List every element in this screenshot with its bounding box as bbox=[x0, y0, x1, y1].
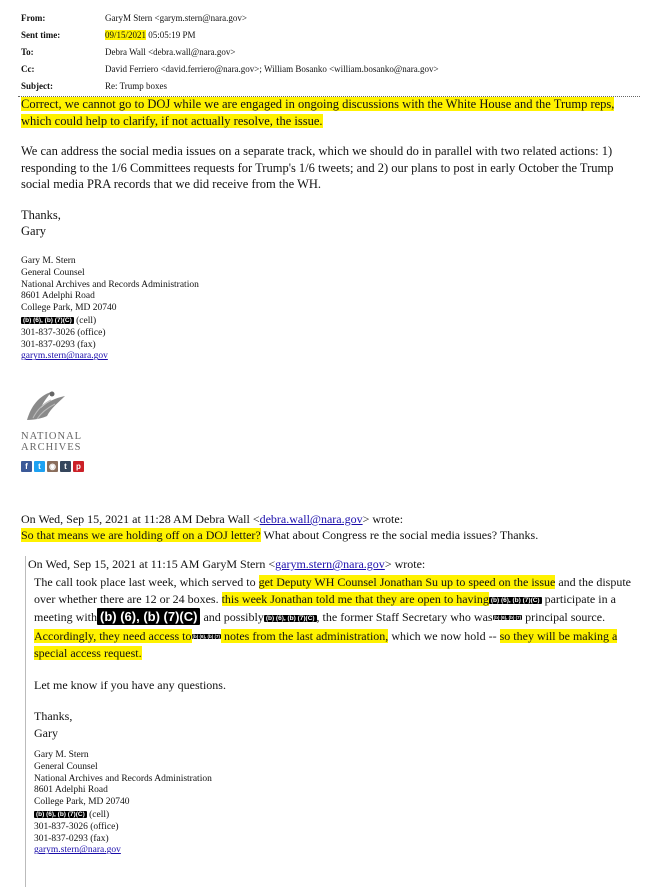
logo-line-2: ARCHIVES bbox=[21, 442, 82, 453]
logo-line-1: NATIONAL bbox=[21, 431, 83, 442]
eagle-icon bbox=[21, 386, 71, 426]
message-thanks: Thanks, bbox=[21, 207, 61, 222]
instagram-icon[interactable]: ◉ bbox=[47, 461, 58, 472]
message-paragraph-1: Correct, we cannot go to DOJ while we are engaged in ongoing discussions with the White House and the Trump reps, which could help to clarify, if not actually resolve, the issue. bbox=[21, 97, 615, 128]
redaction-box: (b) (6), (b) (7)(C) bbox=[265, 615, 315, 622]
sig-office: 301-837-3026 (office) bbox=[21, 327, 106, 338]
from-label: From: bbox=[21, 13, 46, 23]
sent-label: Sent time: bbox=[21, 30, 61, 40]
sig-addr1: 8601 Adelphi Road bbox=[21, 291, 95, 302]
redaction-box-small: (b) (6), (b) (7) bbox=[192, 633, 220, 639]
redaction-box: (b) (6), (b) (7)(C) bbox=[490, 596, 540, 604]
tumblr-icon[interactable]: t bbox=[60, 461, 71, 472]
cc-row bbox=[21, 61, 641, 78]
quote2-paragraph: The call took place last week, which served to get Deputy WH Counsel Jonathan Su up to speed on the issue and the dispute over whether there are 12 or 24 boxes. this week Jonathan told me that they are open to having (b) (6), (b) (7)(C) participate in a meeting with (b) (6), (b) (7)(C) and possibly (b) (6), (b) (7)(C) , the former Staff Secretary who was(b) (6), (b) (7) principal source. Accordingly, they need access to(b) (6), (b) (7) notes from the last administration, which we now hold -- so they will be making a special access request. bbox=[34, 575, 631, 660]
to-row bbox=[21, 44, 641, 61]
subject-row bbox=[21, 78, 641, 95]
subject-value: Re: Trump boxes bbox=[105, 81, 168, 91]
quote2-letme: Let me know if you have any questions. bbox=[34, 677, 226, 692]
redaction-box: (b) (6), (b) (7)(C) bbox=[36, 810, 85, 818]
redaction-box: (b) (6), (b) (7)(C) bbox=[23, 316, 72, 324]
redaction-box-small: (b) (6), (b) (7) bbox=[493, 615, 522, 620]
sent-date: 09/15/2021 bbox=[105, 30, 147, 40]
signature-block bbox=[21, 256, 199, 363]
cc-label: Cc: bbox=[21, 64, 35, 74]
sig-email-link[interactable]: garym.stern@nara.gov bbox=[21, 351, 108, 362]
sig-org: National Archives and Records Administration bbox=[21, 279, 199, 290]
quote1-text: What about Congress re the social media issues? Thanks. bbox=[260, 528, 539, 542]
sig-fax: 301-837-0293 (fax) bbox=[21, 339, 96, 350]
quote-bar bbox=[25, 556, 26, 887]
quoted-reply-1 bbox=[21, 511, 643, 543]
quoted-reply-2-intro: On Wed, Sep 15, 2021 at 11:15 AM GaryM Stern <garym.stern@nara.gov> wrote: bbox=[28, 557, 426, 571]
quote1-intro: On Wed, Sep 15, 2021 at 11:28 AM Debra Wall <debra.wall@nara.gov> wrote: bbox=[21, 512, 404, 526]
quote1-question: So that means we are holding off on a DOJ letter? bbox=[21, 528, 261, 542]
email-header bbox=[21, 10, 641, 95]
redaction-box-large: (b) (6), (b) (7)(C) bbox=[97, 608, 200, 625]
from-value: GaryM Stern <garym.stern@nara.gov> bbox=[105, 13, 247, 23]
facebook-icon[interactable]: f bbox=[21, 461, 32, 472]
sig-title: General Counsel bbox=[21, 267, 85, 278]
message-signoff: Gary bbox=[21, 224, 46, 238]
sig2-email-link[interactable]: garym.stern@nara.gov bbox=[34, 845, 121, 856]
quote2-email-link[interactable]: garym.stern@nara.gov bbox=[275, 557, 385, 571]
sent-row bbox=[21, 27, 641, 44]
cc-value: David Ferriero <david.ferriero@nara.gov>; William Bosanko <william.bosanko@nara.gov> bbox=[105, 64, 439, 74]
quote2-signoff: Gary bbox=[34, 725, 58, 740]
twitter-icon[interactable]: t bbox=[34, 461, 45, 472]
pinterest-icon[interactable]: p bbox=[73, 461, 84, 472]
quoted-reply-2-body bbox=[34, 574, 644, 741]
sig-addr2: College Park, MD 20740 bbox=[21, 303, 117, 314]
quote2-thanks: Thanks, bbox=[34, 709, 73, 723]
from-row bbox=[21, 10, 641, 27]
social-icons bbox=[21, 461, 84, 472]
to-label: To: bbox=[21, 47, 34, 57]
subject-label: Subject: bbox=[21, 81, 53, 91]
sent-time: 05:05:19 PM bbox=[146, 30, 196, 40]
quote1-email-link[interactable]: debra.wall@nara.gov bbox=[259, 512, 363, 526]
message-body bbox=[21, 96, 643, 240]
sig-name: Gary M. Stern bbox=[21, 256, 76, 266]
national-archives-logo bbox=[21, 386, 91, 453]
sig-cell: (cell) bbox=[73, 315, 97, 326]
message-paragraph-2: We can address the social media issues on a separate track, which we should do in parallel with two related actions: 1) responding to the 1/6 Committees requests for Trump's 1/6 tweets; and 2) our plans to post in early October the Trump social media PRA records that we did receive from the WH. bbox=[21, 144, 614, 191]
signature-block-2: Gary M. Stern General Counsel National Archives and Records Administration 8601 Adelphi Road College Park, MD 20740 (b) (6), (b) (7)(C) (cell) 301-837-3026 (office) 301-837-0293 (fax) garym.stern@nara.gov bbox=[34, 750, 212, 856]
to-value: Debra Wall <debra.wall@nara.gov> bbox=[105, 47, 236, 57]
